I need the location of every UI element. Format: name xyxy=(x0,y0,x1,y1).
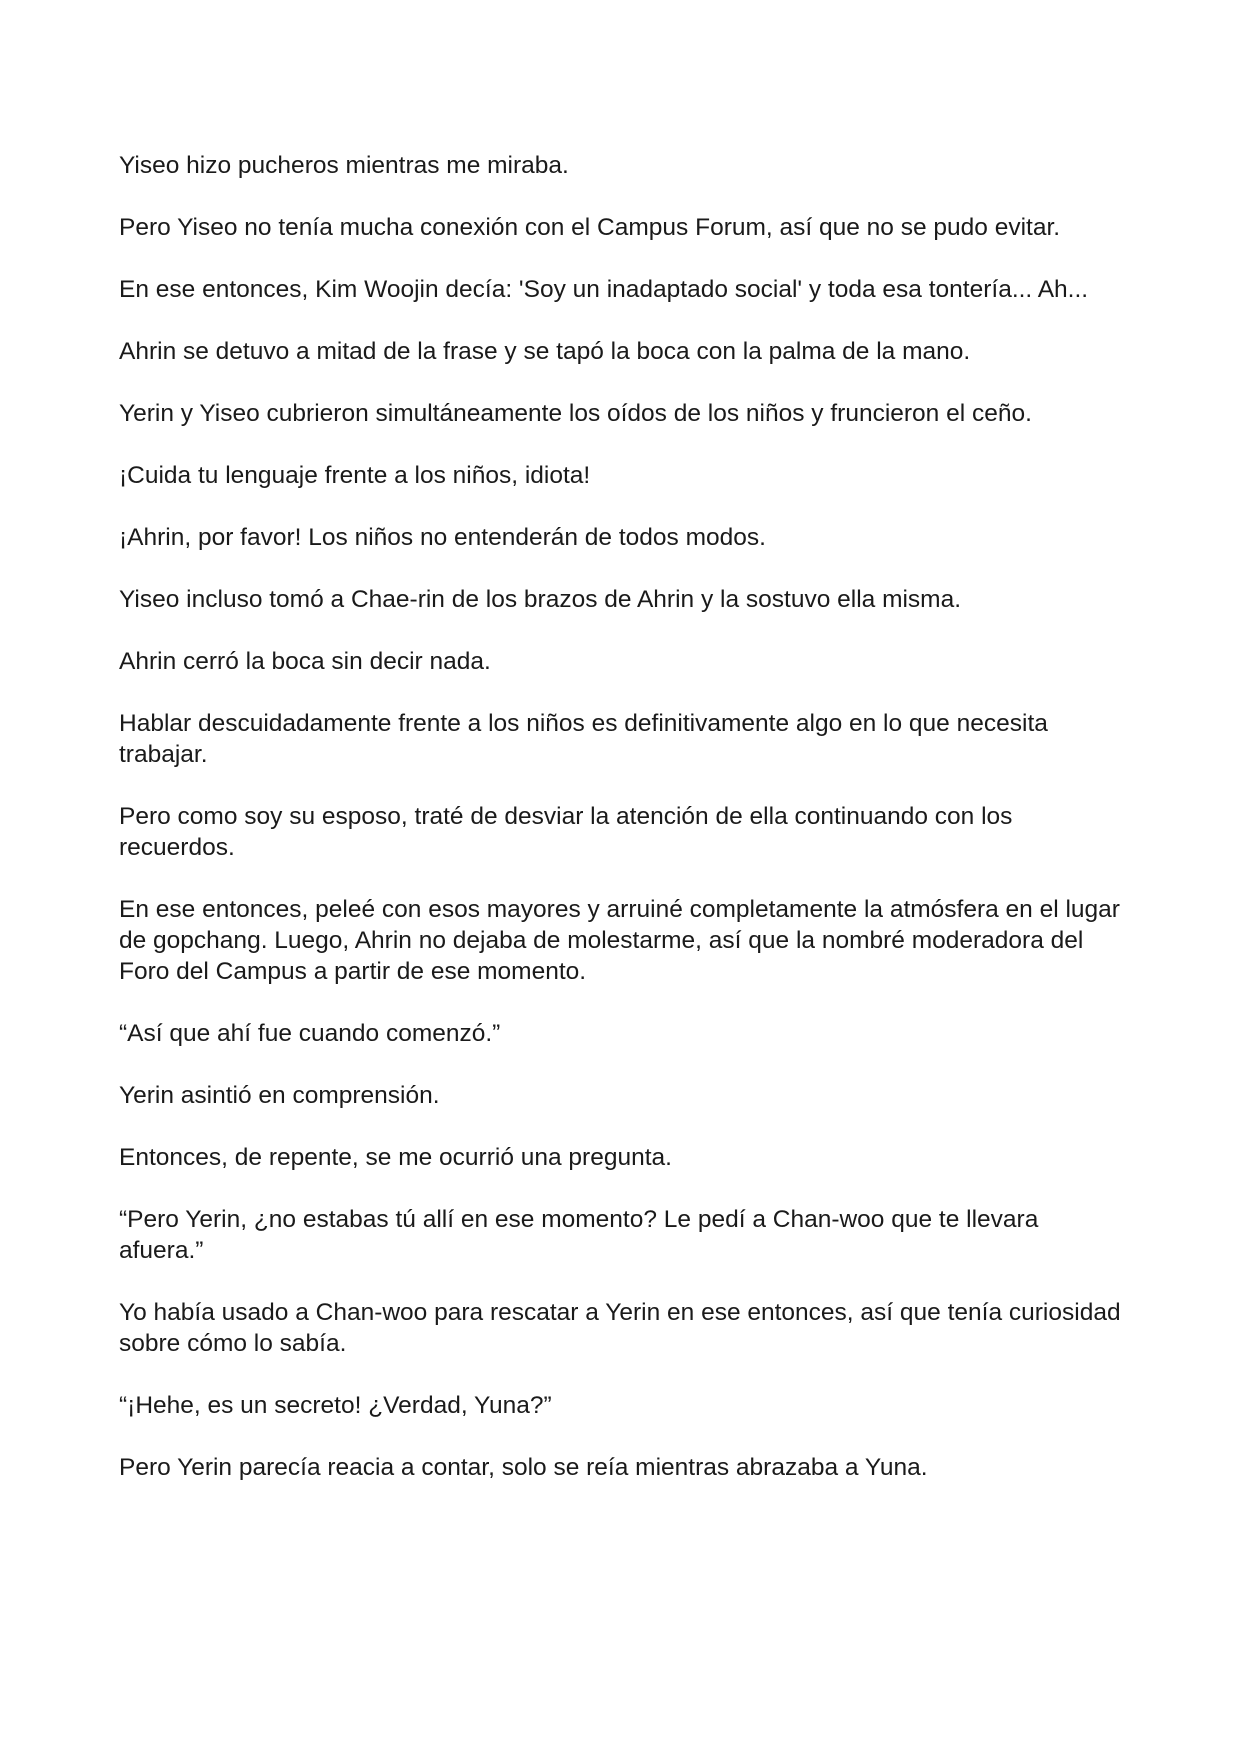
paragraph: Yerin asintió en comprensión. xyxy=(119,1082,440,1109)
paragraph: ¡Ahrin, por favor! Los niños no entenderán de todos modos. xyxy=(119,524,766,551)
paragraph: “Pero Yerin, ¿no estabas tú allí en ese momento? Le pedí a Chan-woo que te llevara afuera.” xyxy=(119,1206,1039,1264)
paragraph: “¡Hehe, es un secreto! ¿Verdad, Yuna?” xyxy=(119,1392,552,1419)
paragraph: Ahrin se detuvo a mitad de la frase y se tapó la boca con la palma de la mano. xyxy=(119,338,971,365)
paragraph: “Así que ahí fue cuando comenzó.” xyxy=(119,1020,501,1047)
paragraph: Pero Yiseo no tenía mucha conexión con el Campus Forum, así que no se pudo evitar. xyxy=(119,214,1061,241)
paragraph: En ese entonces, Kim Woojin decía: 'Soy un inadaptado social' y toda esa tontería... Ah... xyxy=(119,276,1089,303)
paragraph: Yiseo incluso tomó a Chae-rin de los brazos de Ahrin y la sostuvo ella misma. xyxy=(119,586,962,613)
paragraph: Yiseo hizo pucheros mientras me miraba. xyxy=(119,152,569,179)
paragraph: Pero Yerin parecía reacia a contar, solo se reía mientras abrazaba a Yuna. xyxy=(119,1454,928,1481)
paragraph: Pero como soy su esposo, traté de desviar la atención de ella continuando con los recuerdos. xyxy=(119,803,1013,861)
paragraph: Ahrin cerró la boca sin decir nada. xyxy=(119,648,491,675)
document-body xyxy=(119,150,1129,1514)
paragraph: ¡Cuida tu lenguaje frente a los niños, idiota! xyxy=(119,462,591,489)
paragraph: Hablar descuidadamente frente a los niños es definitivamente algo en lo que necesita trabajar. xyxy=(119,710,1048,768)
paragraph: Yo había usado a Chan-woo para rescatar a Yerin en ese entonces, así que tenía curiosidad sobre cómo lo sabía. xyxy=(119,1299,1121,1357)
paragraph: Entonces, de repente, se me ocurrió una pregunta. xyxy=(119,1144,672,1171)
paragraph: En ese entonces, peleé con esos mayores y arruiné completamente la atmósfera en el lugar de gopchang. Luego, Ahrin no dejaba de molestarme, así que la nombré moderadora del Foro del Campus a partir de ese momento. xyxy=(119,896,1120,985)
paragraph: Yerin y Yiseo cubrieron simultáneamente los oídos de los niños y fruncieron el ceño. xyxy=(119,400,1032,427)
